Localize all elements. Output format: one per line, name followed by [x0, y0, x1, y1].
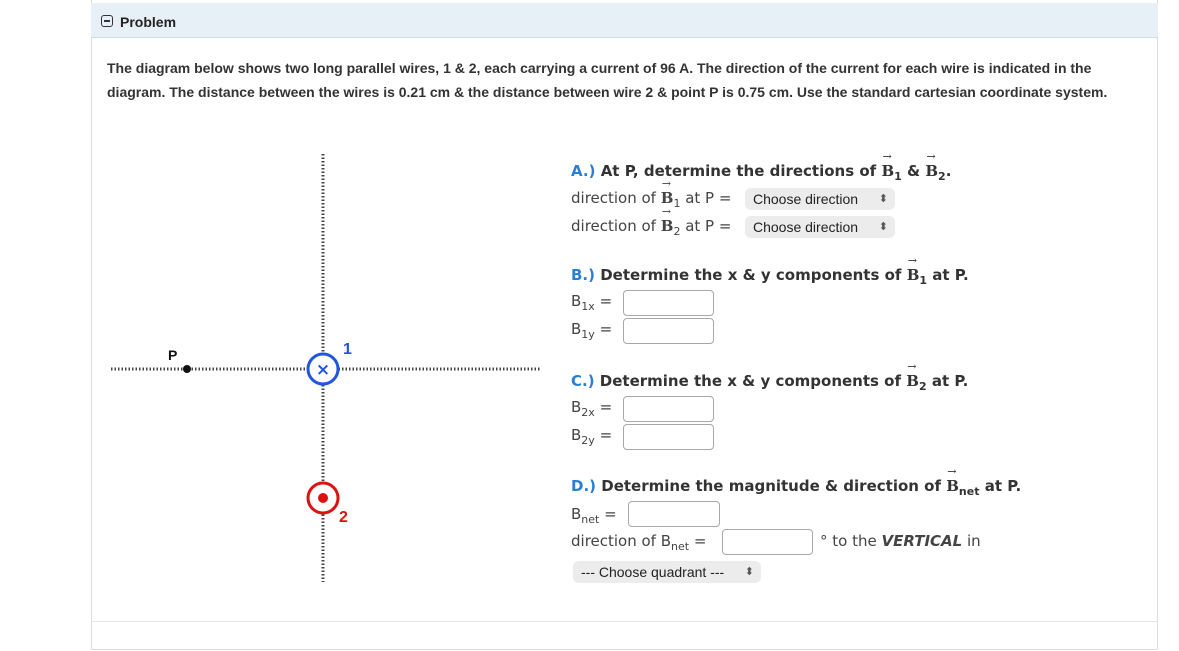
b1-direction-select[interactable]: Choose direction ⬍	[745, 188, 895, 210]
b2x-label: $B_{2x}$ =	[571, 398, 613, 419]
part-a-title: A.) At P, determine the directions of → $B_1$ & → $B_2$.	[571, 162, 951, 180]
select-arrows-icon: ⬍	[744, 566, 754, 578]
part-b-title: B.) Determine the x & y components of → $B_1$ at P.	[571, 266, 969, 284]
select-arrows-icon: ⬍	[878, 221, 888, 233]
point-p-label: P	[168, 347, 178, 363]
part-c-title: C.) Determine the x & y components of → $B_2$ at P.	[571, 372, 968, 390]
part-a-b1-label: direction of → $B_1$ at P =	[571, 189, 731, 207]
bnet-direction-label: direction of $B_{net}$ =	[571, 532, 707, 553]
wire-2-dot	[318, 493, 328, 503]
problem-header[interactable]	[91, 3, 1158, 38]
bnet-label: $B_{net}$ =	[571, 505, 617, 526]
select-arrows-icon: ⬍	[878, 193, 888, 205]
b2-direction-select[interactable]: Choose direction ⬍	[745, 216, 895, 238]
b1y-label: $B_{1y}$ =	[571, 320, 613, 341]
bnet-direction-input[interactable]	[722, 529, 813, 555]
b2x-input[interactable]	[623, 396, 714, 422]
collapse-icon[interactable]	[101, 15, 113, 27]
b2y-label: $B_{2y}$ =	[571, 426, 613, 447]
part-d-title: D.) Determine the magnitude & direction of → $B_{net}$ at P.	[571, 477, 1021, 495]
wire-2-label: 2	[339, 509, 348, 526]
wire-1-symbol: ×	[315, 360, 331, 380]
header-title: Problem	[120, 14, 177, 30]
b2y-input[interactable]	[623, 424, 714, 450]
vertical-text: ° to the VERTICAL in	[820, 532, 981, 550]
bnet-input[interactable]	[628, 501, 720, 527]
quadrant-select[interactable]: --- Choose quadrant --- ⬍	[573, 561, 761, 583]
part-a-b2-label: direction of → $B_2$ at P =	[571, 217, 731, 235]
bottom-divider	[91, 621, 1158, 622]
wire-1-label: 1	[343, 341, 352, 358]
b1x-label: $B_{1x}$ =	[571, 292, 613, 313]
b1y-input[interactable]	[623, 318, 714, 344]
problem-intro: The diagram below shows two long parallel wires, 1 & 2, each carrying a current of 96 A. The direction of the current for each wire is indicated in the diagram. The distance between the wires is 0.21 cm & the distance between wire 2 & point P is 0.75 cm. Use the standard cartesian coordinate system.	[107, 60, 1108, 100]
point-p	[183, 365, 191, 373]
wire-diagram	[105, 148, 550, 588]
b1x-input[interactable]	[623, 290, 714, 316]
